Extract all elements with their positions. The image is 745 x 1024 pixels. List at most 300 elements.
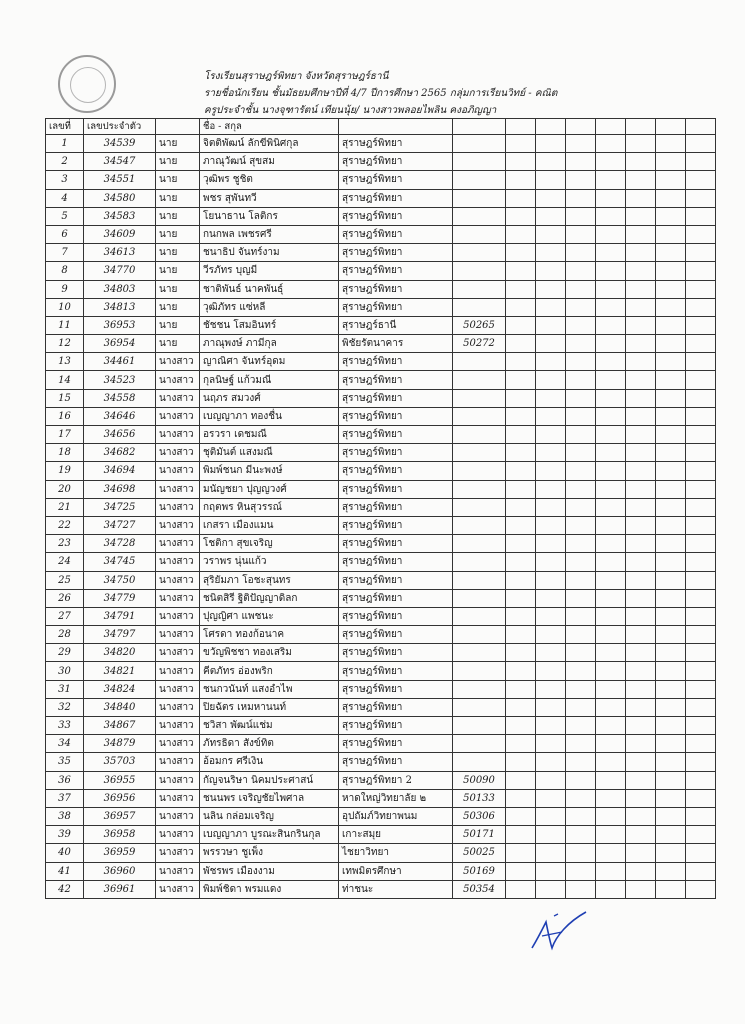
cell-name: ปุญญิศา แพชนะ xyxy=(200,607,339,625)
blank-cell xyxy=(626,771,656,789)
blank-cell xyxy=(596,680,626,698)
blank-cell xyxy=(596,571,626,589)
blank-cell xyxy=(536,535,566,553)
cell-previous-school: สุราษฎร์พิทยา xyxy=(339,516,453,534)
blank-cell xyxy=(536,753,566,771)
cell-name: กฤตพร หินสุวรรณ์ xyxy=(200,498,339,516)
cell-previous-school: สุราษฎร์พิทยา xyxy=(339,626,453,644)
blank-cell xyxy=(626,753,656,771)
cell-name: เบญญาภา ทองชื่น xyxy=(200,407,339,425)
blank-cell xyxy=(536,207,566,225)
cell-title: นางสาว xyxy=(156,462,200,480)
blank-cell xyxy=(536,662,566,680)
cell-name: สุริยัมภา โอชะสุนทร xyxy=(200,571,339,589)
blank-cell xyxy=(626,189,656,207)
blank-cell xyxy=(566,498,596,516)
blank-cell xyxy=(686,316,716,334)
cell-number: 8 xyxy=(46,262,84,280)
blank-cell xyxy=(506,153,536,171)
cell-number: 27 xyxy=(46,607,84,625)
blank-cell xyxy=(566,826,596,844)
cell-student-id: 34613 xyxy=(84,244,156,262)
blank-column-header xyxy=(596,119,626,135)
blank-cell xyxy=(686,735,716,753)
blank-cell xyxy=(596,280,626,298)
cell-student-id: 34821 xyxy=(84,662,156,680)
cell-number: 10 xyxy=(46,298,84,316)
cell-number: 5 xyxy=(46,207,84,225)
blank-cell xyxy=(656,389,686,407)
blank-cell xyxy=(506,535,536,553)
blank-cell xyxy=(686,662,716,680)
cell-student-id: 36960 xyxy=(84,862,156,880)
blank-column-header xyxy=(626,119,656,135)
cell-name: จิตติพัฒน์ ลักขีพินิศกุล xyxy=(200,135,339,153)
cell-name: นฤภร สมวงศ์ xyxy=(200,389,339,407)
blank-cell xyxy=(656,462,686,480)
cell-number: 29 xyxy=(46,644,84,662)
blank-cell xyxy=(566,698,596,716)
blank-cell xyxy=(626,807,656,825)
cell-name: โชติกา สุขเจริญ xyxy=(200,535,339,553)
cell-number: 23 xyxy=(46,535,84,553)
blank-cell xyxy=(686,135,716,153)
table-row xyxy=(46,371,716,389)
table-row xyxy=(46,880,716,898)
blank-cell xyxy=(596,207,626,225)
blank-cell xyxy=(566,662,596,680)
cell-number: 3 xyxy=(46,171,84,189)
blank-cell xyxy=(506,480,536,498)
blank-column-header xyxy=(536,119,566,135)
cell-title: นางสาว xyxy=(156,789,200,807)
cell-number: 21 xyxy=(46,498,84,516)
table-row xyxy=(46,735,716,753)
blank-cell xyxy=(566,862,596,880)
blank-cell xyxy=(626,280,656,298)
cell-code: 50133 xyxy=(453,789,506,807)
blank-cell xyxy=(626,426,656,444)
class-list-heading: รายชื่อนักเรียน ชั้นมัธยมศึกษาปีที่ 4/7 ปีการศึกษา 2565 กลุ่มการเรียนวิทย์ - คณิต xyxy=(204,88,558,99)
column-header-number: เลขที่ xyxy=(46,119,84,135)
cell-student-id: 34879 xyxy=(84,735,156,753)
blank-cell xyxy=(626,316,656,334)
table-row xyxy=(46,189,716,207)
blank-cell xyxy=(536,735,566,753)
table-row xyxy=(46,444,716,462)
blank-cell xyxy=(506,553,536,571)
roster-body xyxy=(46,135,716,899)
blank-cell xyxy=(566,535,596,553)
cell-student-id: 34728 xyxy=(84,535,156,553)
cell-name: ชวิสา พัฒน์แช่ม xyxy=(200,717,339,735)
cell-name: ชาติพันธ์ นาคพันธุ์ xyxy=(200,280,339,298)
blank-cell xyxy=(686,807,716,825)
table-row xyxy=(46,353,716,371)
blank-cell xyxy=(506,407,536,425)
cell-title: นางสาว xyxy=(156,498,200,516)
cell-title: นาย xyxy=(156,171,200,189)
blank-cell xyxy=(506,789,536,807)
blank-cell xyxy=(596,698,626,716)
cell-name: พิมพ์ชิดา พรมแดง xyxy=(200,880,339,898)
cell-name: พิมพ์ชนก มีนะพงษ์ xyxy=(200,462,339,480)
blank-cell xyxy=(566,153,596,171)
blank-cell xyxy=(656,553,686,571)
cell-code: 50265 xyxy=(453,316,506,334)
blank-cell xyxy=(686,480,716,498)
cell-student-id: 36959 xyxy=(84,844,156,862)
blank-cell xyxy=(536,771,566,789)
blank-cell xyxy=(626,535,656,553)
cell-name: ชุติมันต์ แสงมณี xyxy=(200,444,339,462)
blank-cell xyxy=(536,498,566,516)
blank-cell xyxy=(566,171,596,189)
blank-cell xyxy=(626,607,656,625)
blank-cell xyxy=(506,225,536,243)
cell-previous-school: สุราษฎร์พิทยา xyxy=(339,189,453,207)
student-roster-table xyxy=(45,118,716,899)
table-row xyxy=(46,335,716,353)
blank-cell xyxy=(536,353,566,371)
blank-cell xyxy=(506,862,536,880)
blank-cell xyxy=(656,717,686,735)
cell-code xyxy=(453,171,506,189)
cell-name: วุฒิภัทร แซ่หลี xyxy=(200,298,339,316)
blank-cell xyxy=(506,262,536,280)
blank-cell xyxy=(686,335,716,353)
table-row xyxy=(46,826,716,844)
cell-student-id: 36961 xyxy=(84,880,156,898)
blank-cell xyxy=(596,171,626,189)
table-row xyxy=(46,516,716,534)
blank-cell xyxy=(626,571,656,589)
blank-cell xyxy=(536,371,566,389)
cell-title: นางสาว xyxy=(156,607,200,625)
blank-cell xyxy=(596,826,626,844)
cell-code xyxy=(453,516,506,534)
cell-code xyxy=(453,607,506,625)
cell-name: เกสรา เมืองแมน xyxy=(200,516,339,534)
blank-cell xyxy=(506,244,536,262)
blank-cell xyxy=(596,244,626,262)
blank-cell xyxy=(536,407,566,425)
blank-cell xyxy=(566,280,596,298)
cell-student-id: 34779 xyxy=(84,589,156,607)
blank-cell xyxy=(566,480,596,498)
cell-number: 33 xyxy=(46,717,84,735)
blank-cell xyxy=(566,426,596,444)
blank-cell xyxy=(686,644,716,662)
blank-cell xyxy=(506,498,536,516)
blank-cell xyxy=(566,244,596,262)
blank-cell xyxy=(596,753,626,771)
cell-previous-school: สุราษฎร์พิทยา xyxy=(339,353,453,371)
blank-cell xyxy=(626,662,656,680)
blank-cell xyxy=(626,789,656,807)
blank-cell xyxy=(596,844,626,862)
blank-cell xyxy=(626,244,656,262)
cell-student-id: 34682 xyxy=(84,444,156,462)
blank-cell xyxy=(536,844,566,862)
blank-cell xyxy=(596,516,626,534)
blank-cell xyxy=(536,571,566,589)
blank-cell xyxy=(656,644,686,662)
blank-cell xyxy=(596,535,626,553)
cell-previous-school: สุราษฎร์พิทยา xyxy=(339,535,453,553)
cell-code: 50272 xyxy=(453,335,506,353)
table-row xyxy=(46,680,716,698)
blank-cell xyxy=(506,389,536,407)
blank-cell xyxy=(626,626,656,644)
cell-previous-school: สุราษฎร์พิทยา xyxy=(339,135,453,153)
blank-cell xyxy=(656,225,686,243)
blank-cell xyxy=(686,189,716,207)
blank-cell xyxy=(626,826,656,844)
cell-previous-school: เกาะสมุย xyxy=(339,826,453,844)
blank-cell xyxy=(656,753,686,771)
cell-title: นางสาว xyxy=(156,535,200,553)
cell-previous-school: สุราษฎร์พิทยา xyxy=(339,298,453,316)
cell-student-id: 34523 xyxy=(84,371,156,389)
cell-name: วุฒิพร ชูชิต xyxy=(200,171,339,189)
blank-cell xyxy=(506,880,536,898)
blank-cell xyxy=(626,498,656,516)
blank-cell xyxy=(656,135,686,153)
cell-name: กัญจนริษา นิคมประศาสน์ xyxy=(200,771,339,789)
cell-name: ปิยฉัตร เหมหานนท์ xyxy=(200,698,339,716)
cell-title: นางสาว xyxy=(156,844,200,862)
blank-cell xyxy=(536,807,566,825)
blank-cell xyxy=(566,644,596,662)
blank-cell xyxy=(536,189,566,207)
column-header-school xyxy=(339,119,453,135)
blank-cell xyxy=(506,844,536,862)
blank-cell xyxy=(626,480,656,498)
cell-name: ขวัญพิชชา ทองเสริม xyxy=(200,644,339,662)
cell-previous-school: สุราษฎร์พิทยา xyxy=(339,553,453,571)
cell-title: นางสาว xyxy=(156,626,200,644)
table-row xyxy=(46,389,716,407)
cell-code xyxy=(453,407,506,425)
table-row xyxy=(46,316,716,334)
blank-cell xyxy=(566,717,596,735)
blank-cell xyxy=(566,807,596,825)
blank-cell xyxy=(656,680,686,698)
cell-student-id: 34656 xyxy=(84,426,156,444)
cell-title: นาย xyxy=(156,207,200,225)
table-row xyxy=(46,498,716,516)
blank-cell xyxy=(566,225,596,243)
cell-previous-school: สุราษฎร์พิทยา xyxy=(339,153,453,171)
blank-cell xyxy=(626,389,656,407)
cell-code xyxy=(453,189,506,207)
cell-title: นางสาว xyxy=(156,353,200,371)
blank-cell xyxy=(686,171,716,189)
cell-student-id: 34803 xyxy=(84,280,156,298)
cell-title: นางสาว xyxy=(156,680,200,698)
blank-cell xyxy=(686,389,716,407)
blank-cell xyxy=(686,516,716,534)
blank-cell xyxy=(686,298,716,316)
cell-title: นาย xyxy=(156,189,200,207)
blank-cell xyxy=(566,353,596,371)
cell-title: นางสาว xyxy=(156,644,200,662)
blank-cell xyxy=(536,316,566,334)
blank-cell xyxy=(656,480,686,498)
blank-cell xyxy=(536,826,566,844)
cell-student-id: 34820 xyxy=(84,644,156,662)
cell-student-id: 36953 xyxy=(84,316,156,334)
blank-cell xyxy=(686,844,716,862)
blank-cell xyxy=(626,862,656,880)
blank-cell xyxy=(536,789,566,807)
cell-previous-school: ท่าชนะ xyxy=(339,880,453,898)
cell-student-id: 34609 xyxy=(84,225,156,243)
blank-cell xyxy=(686,407,716,425)
blank-cell xyxy=(596,789,626,807)
blank-cell xyxy=(506,171,536,189)
cell-name: วราพร นุ่นแก้ว xyxy=(200,553,339,571)
cell-code xyxy=(453,735,506,753)
blank-cell xyxy=(506,444,536,462)
blank-cell xyxy=(686,462,716,480)
cell-number: 42 xyxy=(46,880,84,898)
blank-cell xyxy=(626,462,656,480)
cell-number: 24 xyxy=(46,553,84,571)
cell-code xyxy=(453,589,506,607)
blank-cell xyxy=(656,171,686,189)
blank-cell xyxy=(686,880,716,898)
cell-title: นางสาว xyxy=(156,516,200,534)
cell-title: นางสาว xyxy=(156,480,200,498)
cell-number: 37 xyxy=(46,789,84,807)
blank-cell xyxy=(656,371,686,389)
cell-title: นางสาว xyxy=(156,698,200,716)
blank-cell xyxy=(506,662,536,680)
blank-cell xyxy=(536,335,566,353)
blank-cell xyxy=(596,444,626,462)
table-row xyxy=(46,426,716,444)
table-row xyxy=(46,753,716,771)
cell-code xyxy=(453,571,506,589)
cell-code xyxy=(453,535,506,553)
cell-code xyxy=(453,753,506,771)
blank-cell xyxy=(596,316,626,334)
blank-cell xyxy=(536,862,566,880)
cell-previous-school: สุราษฎร์ธานี xyxy=(339,316,453,334)
cell-student-id: 34547 xyxy=(84,153,156,171)
table-row xyxy=(46,698,716,716)
cell-student-id: 36954 xyxy=(84,335,156,353)
blank-cell xyxy=(686,571,716,589)
blank-cell xyxy=(566,407,596,425)
blank-cell xyxy=(596,335,626,353)
cell-previous-school: สุราษฎร์พิทยา xyxy=(339,244,453,262)
cell-number: 36 xyxy=(46,771,84,789)
cell-name: พัชรพร เมืองงาม xyxy=(200,862,339,880)
blank-cell xyxy=(656,571,686,589)
blank-cell xyxy=(506,280,536,298)
cell-number: 16 xyxy=(46,407,84,425)
blank-cell xyxy=(686,717,716,735)
cell-code xyxy=(453,444,506,462)
blank-cell xyxy=(596,607,626,625)
cell-title: นางสาว xyxy=(156,407,200,425)
blank-cell xyxy=(506,589,536,607)
blank-column-header xyxy=(506,119,536,135)
cell-previous-school: สุราษฎร์พิทยา xyxy=(339,753,453,771)
cell-student-id: 34745 xyxy=(84,553,156,571)
blank-cell xyxy=(506,335,536,353)
table-row xyxy=(46,807,716,825)
cell-previous-school: สุราษฎร์พิทยา xyxy=(339,225,453,243)
cell-student-id: 34461 xyxy=(84,353,156,371)
blank-cell xyxy=(566,680,596,698)
blank-cell xyxy=(626,589,656,607)
table-row xyxy=(46,298,716,316)
blank-cell xyxy=(656,771,686,789)
cell-title: นางสาว xyxy=(156,862,200,880)
handwritten-signature xyxy=(528,908,590,952)
column-header-name: ชื่อ - สกุล xyxy=(200,119,339,135)
cell-previous-school: สุราษฎร์พิทยา 2 xyxy=(339,771,453,789)
blank-cell xyxy=(506,298,536,316)
school-seal-logo xyxy=(58,55,116,113)
blank-cell xyxy=(626,735,656,753)
blank-cell xyxy=(686,771,716,789)
cell-title: นางสาว xyxy=(156,426,200,444)
cell-previous-school: สุราษฎร์พิทยา xyxy=(339,698,453,716)
blank-cell xyxy=(536,644,566,662)
homeroom-teacher-line: ครูประจำชั้น นางจุฑารัตน์ เทียนนุ้ย/ นางสาวพลอยไพลิน คงอภิญญา xyxy=(204,105,497,116)
table-row xyxy=(46,862,716,880)
blank-cell xyxy=(596,626,626,644)
blank-cell xyxy=(626,153,656,171)
cell-number: 17 xyxy=(46,426,84,444)
blank-cell xyxy=(626,298,656,316)
cell-previous-school: สุราษฎร์พิทยา xyxy=(339,589,453,607)
table-row xyxy=(46,262,716,280)
blank-cell xyxy=(686,498,716,516)
cell-number: 25 xyxy=(46,571,84,589)
blank-cell xyxy=(686,353,716,371)
cell-code xyxy=(453,480,506,498)
blank-cell xyxy=(596,480,626,498)
blank-cell xyxy=(506,807,536,825)
cell-number: 32 xyxy=(46,698,84,716)
blank-cell xyxy=(656,498,686,516)
blank-cell xyxy=(656,426,686,444)
blank-cell xyxy=(566,607,596,625)
blank-cell xyxy=(506,571,536,589)
blank-cell xyxy=(566,189,596,207)
blank-cell xyxy=(656,589,686,607)
cell-name: คีตภัทร อ่องพริก xyxy=(200,662,339,680)
table-row xyxy=(46,480,716,498)
cell-code: 50090 xyxy=(453,771,506,789)
cell-previous-school: สุราษฎร์พิทยา xyxy=(339,607,453,625)
blank-cell xyxy=(596,353,626,371)
blank-cell xyxy=(596,662,626,680)
blank-cell xyxy=(596,735,626,753)
blank-cell xyxy=(596,426,626,444)
blank-cell xyxy=(686,826,716,844)
cell-name: วีรภัทร บุญมี xyxy=(200,262,339,280)
cell-title: นางสาว xyxy=(156,826,200,844)
blank-cell xyxy=(626,444,656,462)
table-row xyxy=(46,244,716,262)
